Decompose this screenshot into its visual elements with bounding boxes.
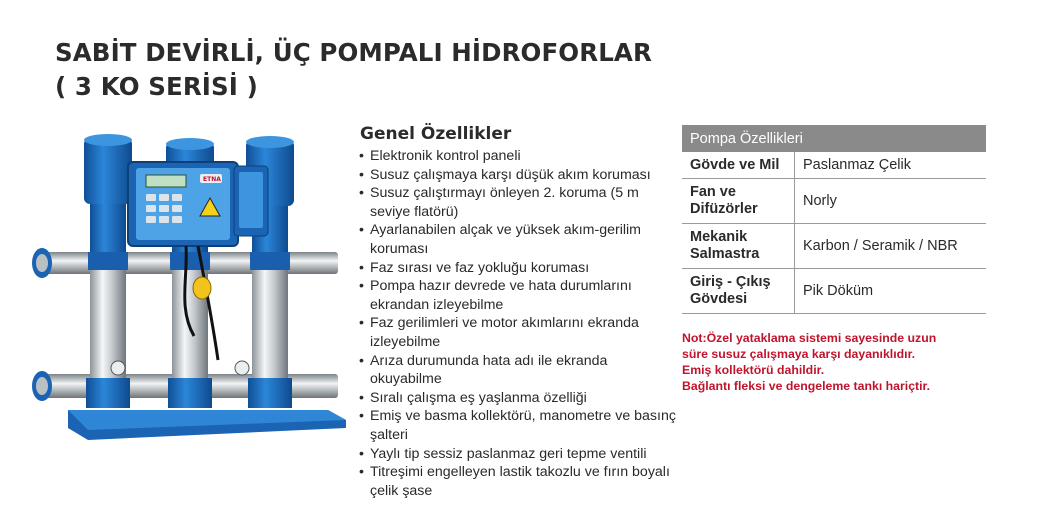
features-list <box>358 147 676 500</box>
feature-item: • Ayarlanabilen alçak ve yüksek akım-gerilim koruması <box>358 221 676 258</box>
feature-item: • Susuz çalışmaya karşı düşük akım koruması <box>358 166 676 185</box>
features-heading: Genel Özellikler <box>360 124 512 144</box>
spec-key: Mekanik Salmastra <box>682 224 795 269</box>
feature-item: • Emiş ve basma kollektörü, manometre ve basınç şalteri <box>358 407 676 444</box>
spec-value: Norly <box>795 179 987 224</box>
table-row <box>682 224 986 269</box>
table-row <box>682 179 986 224</box>
note-line: Emiş kollektörü dahildir. <box>682 363 825 377</box>
panel-badge-text: ETNA <box>203 176 221 183</box>
spec-key: Fan ve Difüzörler <box>682 179 795 224</box>
feature-item: • Sıralı çalışma eş yaşlanma özelliği <box>358 389 676 408</box>
spec-value: Pik Döküm <box>795 269 987 314</box>
spec-key: Gövde ve Mil <box>682 152 795 179</box>
spec-value: Paslanmaz Çelik <box>795 152 987 179</box>
feature-item: • Yaylı tip sessiz paslanmaz geri tepme ventili <box>358 445 676 464</box>
spec-key: Giriş - Çıkış Gövdesi <box>682 269 795 314</box>
table-row <box>682 152 986 179</box>
feature-item: • Faz sırası ve faz yokluğu koruması <box>358 259 676 278</box>
general-features <box>358 123 676 500</box>
note-line: Not:Özel yataklama sistemi sayesinde uzun <box>682 331 937 345</box>
feature-item: • Elektronik kontrol paneli <box>358 147 676 166</box>
pump-specs-table <box>682 125 986 314</box>
table-row <box>682 269 986 314</box>
booster-pump-image <box>28 128 358 446</box>
table-header: Pompa Özellikleri <box>682 125 986 152</box>
feature-item: • Faz gerilimleri ve motor akımlarını ekranda izleyebilme <box>358 314 676 351</box>
page-title <box>55 36 652 104</box>
feature-item: • Titreşimi engelleyen lastik takozlu ve fırın boyalı çelik şase <box>358 463 676 500</box>
note-line: Bağlantı fleksi ve dengeleme tankı hariçtir. <box>682 379 931 393</box>
spec-value: Karbon / Seramik / NBR <box>795 224 987 269</box>
note-text <box>682 330 1002 394</box>
feature-item: • Susuz çalıştırmayı önleyen 2. koruma (5 m seviye flatörü) <box>358 184 676 221</box>
note-line: süre susuz çalışmaya karşı dayanıklıdır. <box>682 347 916 361</box>
title-line-2: ( 3 KO SERİSİ ) <box>55 72 258 101</box>
feature-item: • Pompa hazır devrede ve hata durumlarını ekrandan izleyebilme <box>358 277 676 314</box>
title-line-1: SABİT DEVİRLİ, ÜÇ POMPALI HİDROFORLAR <box>55 38 652 67</box>
feature-item: • Arıza durumunda hata adı ile ekranda okuyabilme <box>358 352 676 389</box>
